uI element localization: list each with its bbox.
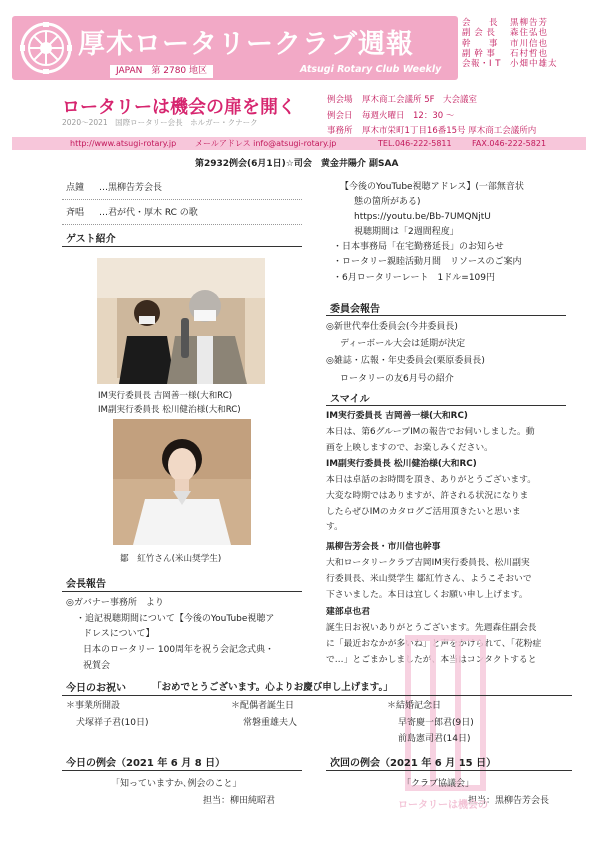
guest-photo-1 xyxy=(97,258,265,384)
smile-name: 建部卓也君 xyxy=(326,607,370,617)
watermark-text: ロータリーは機会の xyxy=(398,800,488,811)
club-info xyxy=(327,93,592,140)
info-key: 例会場 xyxy=(327,95,353,105)
section-rule xyxy=(62,591,302,592)
website-link[interactable]: http://www.atsugi-rotary.jp xyxy=(70,139,177,148)
guest-caption-3: 鄒 紅竹さん(米山奨学生) xyxy=(120,554,222,564)
bell-label: 点鐘 xyxy=(66,183,85,193)
guest-photo-1-image xyxy=(97,258,265,384)
section-rule xyxy=(326,315,566,316)
guest-caption-2: IM副実行委員長 松川健治様(大和RC) xyxy=(98,405,241,415)
guest-caption-1: IM実行委員長 吉岡善一様(大和RC) xyxy=(98,391,233,401)
youtube-line: 視聴期間は「2週間程度」 xyxy=(354,227,459,237)
celebration-col-head: ＊配偶者誕生日 xyxy=(231,701,295,711)
info-key: 事務所 xyxy=(327,126,353,136)
youtube-line: 態の箇所がある) xyxy=(354,197,421,207)
officer-row: 副 会 長 森住弘也 xyxy=(462,28,549,39)
section-rule xyxy=(326,405,566,406)
info-key: 例会日 xyxy=(327,110,353,121)
celebration-name: 早寄慶一郎君(9日) xyxy=(398,718,474,728)
english-subtitle: Atsugi Rotary Club Weekly xyxy=(300,64,442,75)
divider xyxy=(62,199,302,200)
smile-name: 黒柳告芳会長・市川信也幹事 xyxy=(326,542,441,552)
celebration-name: 犬塚祥子君(10日) xyxy=(76,718,149,728)
notice-line: ・6月ロータリーレート 1ドル=109円 xyxy=(333,273,495,283)
page-title: 厚木ロータリークラブ週報 xyxy=(78,29,414,60)
guest-photo-2 xyxy=(113,419,251,545)
youtube-line: 【今後のYouTube視聴アドレス】(一部無音状 xyxy=(340,182,524,192)
smile-heading: スマイル xyxy=(330,394,370,405)
celebration-message: 「おめでとうございます。心よりお慶び申し上げます。」 xyxy=(152,682,393,693)
notice-line: ・日本事務局「在宅勤務延長」のお知らせ xyxy=(333,242,504,252)
report-line: ドレスについて】 xyxy=(83,629,155,639)
fax-number: FAX.046-222-5821 xyxy=(472,139,547,148)
report-line: 祝賀会 xyxy=(83,661,111,671)
smile-name: IM副実行委員長 松川健治様(大和RC) xyxy=(326,459,477,469)
email-link[interactable]: メールアドレス info@atsugi-rotary.jp xyxy=(195,139,337,148)
smile-text: 本日は卓話のお時間を頂き、ありがとうございます。 大変な時期ではありますが、許される状況になりま したらぜひIMのカタログご活用頂きたいと思いま す。 xyxy=(326,475,537,533)
report-line: ・追記視聴期間について【今後のYouTube視聴ア xyxy=(76,614,275,624)
song-label: 斉唱 xyxy=(66,208,85,218)
rotary-wheel-icon xyxy=(20,22,72,74)
guest-photo-2-image xyxy=(113,419,251,545)
report-line: 日本のロータリー 100周年を祝う会記念式典・ xyxy=(83,645,275,655)
next-heading: 次回の例会（2021 年 6 月 15 日） xyxy=(330,758,497,769)
celebration-name: 前島憲司君(14日) xyxy=(398,734,471,744)
report-heading: 会長報告 xyxy=(66,579,106,590)
info-value: 厚木市栄町1丁目16番15号 厚木商工会議所内 xyxy=(362,126,537,136)
youtube-link[interactable]: https://youtu.be/Bb-7UMQNjtU xyxy=(354,212,491,222)
bell-value: …黒柳告芳会長 xyxy=(99,183,163,193)
next-lead: 担当：黒柳告芳会長 xyxy=(468,796,550,806)
song-value: …君が代・厚木 RC の歌 xyxy=(99,208,198,218)
section-rule xyxy=(326,770,572,771)
today-heading: 今日の例会（2021 年 6 月 8 日） xyxy=(66,758,226,769)
committee-line: ディーボール大会は延期が決定 xyxy=(340,339,466,349)
contact-band xyxy=(12,137,586,150)
smile-text: 誕生日お祝いありがとうございます。先週森住副会長 に「最近おなかが多いね」と声をかけられて、「花粉症 で…」とごまかしましたが、本当はコンタクトすると xyxy=(326,623,542,665)
section-rule xyxy=(62,770,302,771)
officers-list xyxy=(462,18,587,80)
theme-credit: 2020～2021 国際ロータリー会長 ホルガー・クナーク xyxy=(62,118,258,127)
today-topic: 「知っていますか､例会のこと」 xyxy=(111,779,242,789)
committee-line: ロータリーの友6月号の紹介 xyxy=(340,374,454,384)
report-line: ◎ガバナー事務所 より xyxy=(66,598,164,608)
celebration-rule xyxy=(62,695,572,696)
committee-line: ◎新世代奉仕委員会(今井委員長) xyxy=(326,322,458,332)
info-value: 毎週火曜日 12：30 ～ xyxy=(362,110,455,121)
meeting-heading: 第2932例会(6月1日)☆司会 黄金井陽介 副SAA xyxy=(195,159,399,169)
smile-text: 大和ロータリークラブ吉岡IM実行委員長、松川副実 行委員長、米山奨学生 鄒紅竹さん、ようこそおいで 下さいました。本日は宜しくお願い申し上げます。 xyxy=(326,558,532,600)
officer-row: 副 幹 事 石村哲也 xyxy=(462,48,549,59)
celebration-col-head: ＊結婚記念日 xyxy=(387,701,442,711)
phone-number: TEL.046-222-5811 xyxy=(378,139,452,148)
smile-name: IM実行委員長 吉岡善一様(大和RC) xyxy=(326,411,468,421)
next-topic: 「クラブ協議会」 xyxy=(402,779,475,789)
section-rule xyxy=(62,246,302,247)
notice-line: ・ロータリー親睦活動月間 リソースのご案内 xyxy=(333,257,522,267)
guest-heading: ゲスト紹介 xyxy=(66,234,116,245)
today-lead: 担当：柳田純昭君 xyxy=(203,796,276,806)
annual-theme: ロータリーは機会の扉を開く xyxy=(62,97,296,118)
celebration-col-head: ＊事業所開設 xyxy=(66,701,121,711)
info-value: 厚木商工会議所 5F 大会議室 xyxy=(362,95,478,105)
officer-row: 幹 事 市川信也 xyxy=(462,38,549,49)
celebration-label: 今日のお祝い xyxy=(66,683,126,694)
divider xyxy=(62,224,302,225)
smile-text: 本日は、第6グループIMの報告でお伺いしました。動 画を上映しますので、お楽しみください。 xyxy=(326,427,535,453)
district-label: JAPAN 第 2780 地区 xyxy=(110,65,213,78)
celebration-name: 常磐重雄夫人 xyxy=(243,718,298,728)
officer-row: 会 長 黒柳告芳 xyxy=(462,18,549,28)
committee-heading: 委員会報告 xyxy=(330,304,380,315)
officer-row: 会報・I T 小畑中雄太 xyxy=(462,59,558,70)
committee-line: ◎雑誌・広報・年史委員会(栗原委員長) xyxy=(326,356,485,366)
